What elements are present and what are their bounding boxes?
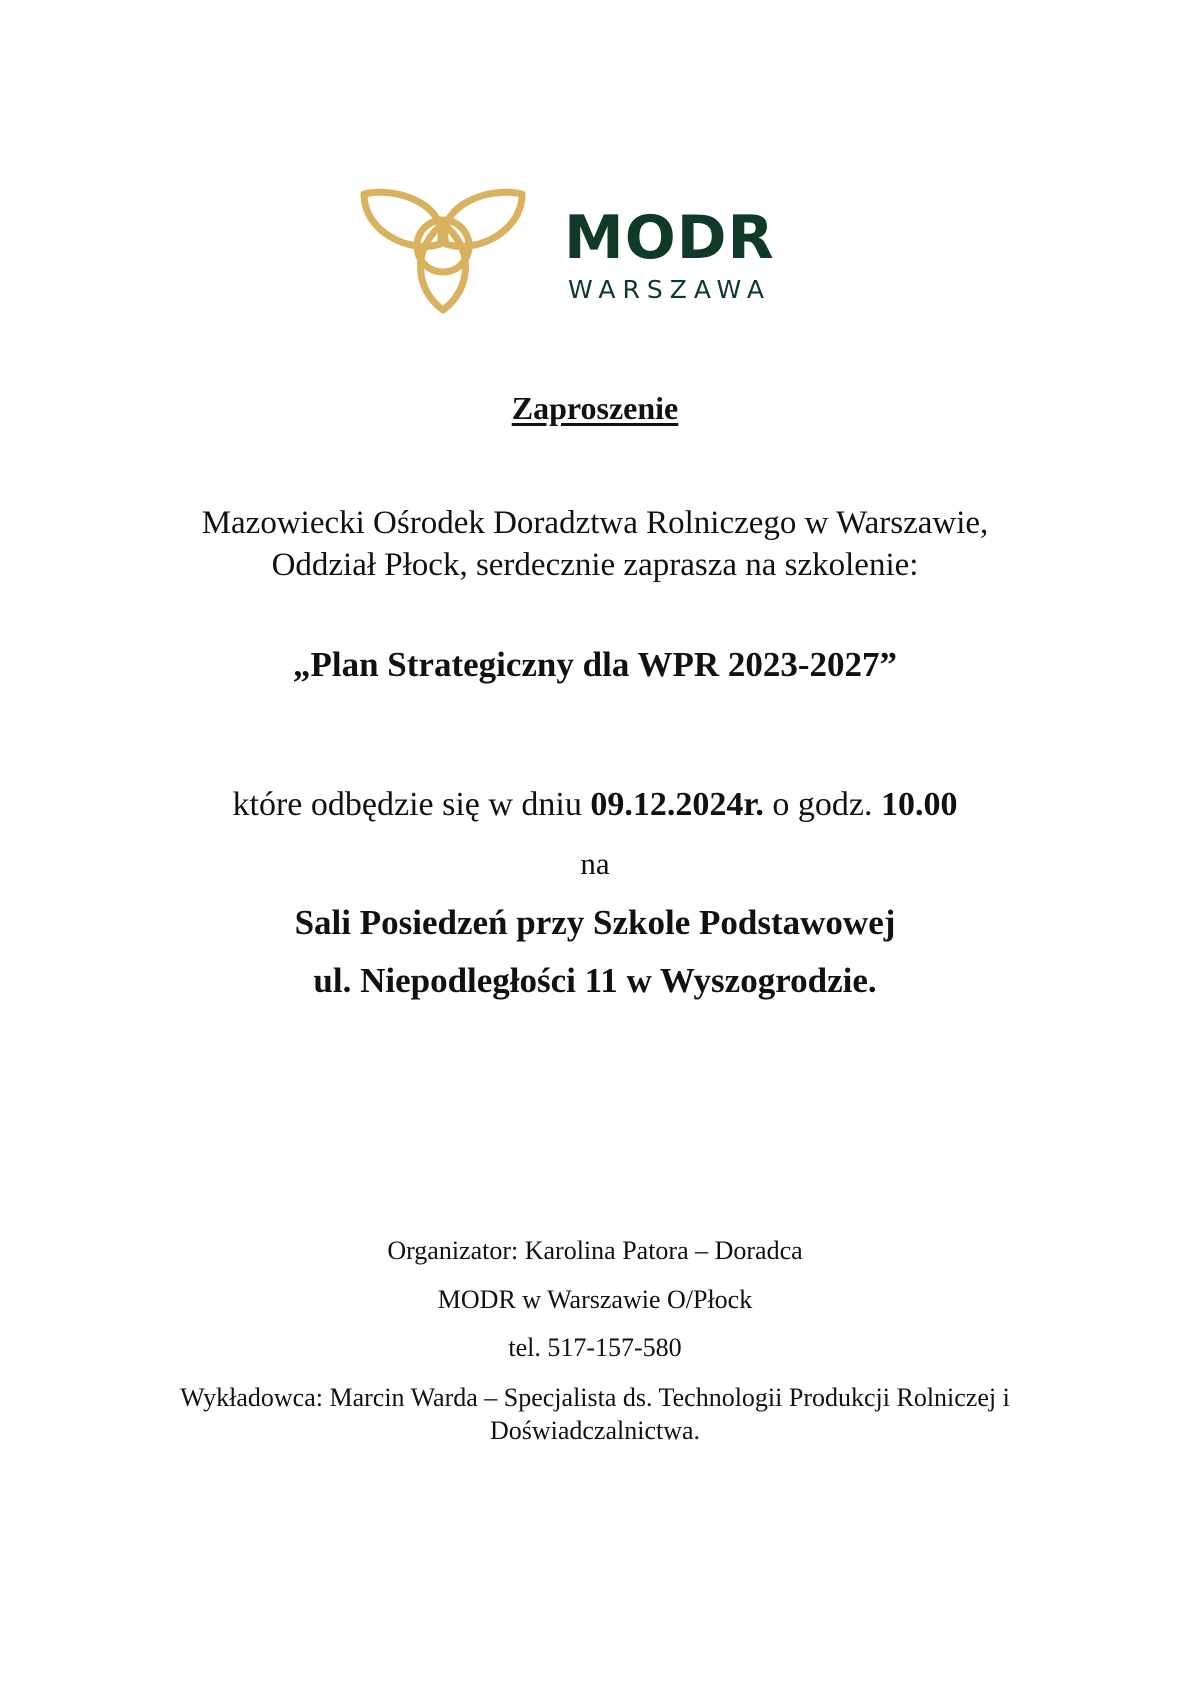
event-time: 10.00 [880, 786, 958, 823]
event-connector: na [580, 846, 610, 881]
logo-subtitle: WARSZAWA [568, 275, 772, 304]
training-title: „Plan Strategiczny dla WPR 2023-2027” [292, 645, 898, 684]
event-place-line-1: Sali Posiedzeń przy Szkole Podstawowej [294, 903, 896, 942]
event-prefix: które odbędzie się w dniu [232, 786, 591, 823]
event-date: 09.12.2024r. [590, 786, 764, 823]
event-place-line-2: ul. Niepodległości 11 w Wyszogrodzie. [313, 961, 877, 1000]
event-middle: o godz. [763, 786, 881, 823]
event-datetime [0, 785, 1190, 824]
organizer-line: Organizator: Karolina Patora – Doradca [387, 1236, 803, 1265]
intro-line-2: Oddział Płock, serdecznie zaprasza na szkolenie: [271, 547, 919, 583]
organizer-office: MODR w Warszawie O/Płock [437, 1285, 753, 1314]
intro-line-1: Mazowiecki Ośrodek Doradztwa Rolniczego w Warszawie, [201, 505, 989, 541]
logo-name: MODR [564, 203, 775, 273]
document-title: Zaproszenie [511, 390, 679, 426]
trefoil-logo-icon [358, 188, 528, 318]
organizer-phone: tel. 517-157-580 [508, 1333, 682, 1362]
modr-logo [358, 188, 838, 328]
lecturer-line-1: Wykładowca: Marcin Warda – Specjalista ds. Technologii Produkcji Rolniczej i [180, 1383, 1010, 1412]
lecturer-line-2: Doświadczalnictwa. [489, 1416, 701, 1445]
